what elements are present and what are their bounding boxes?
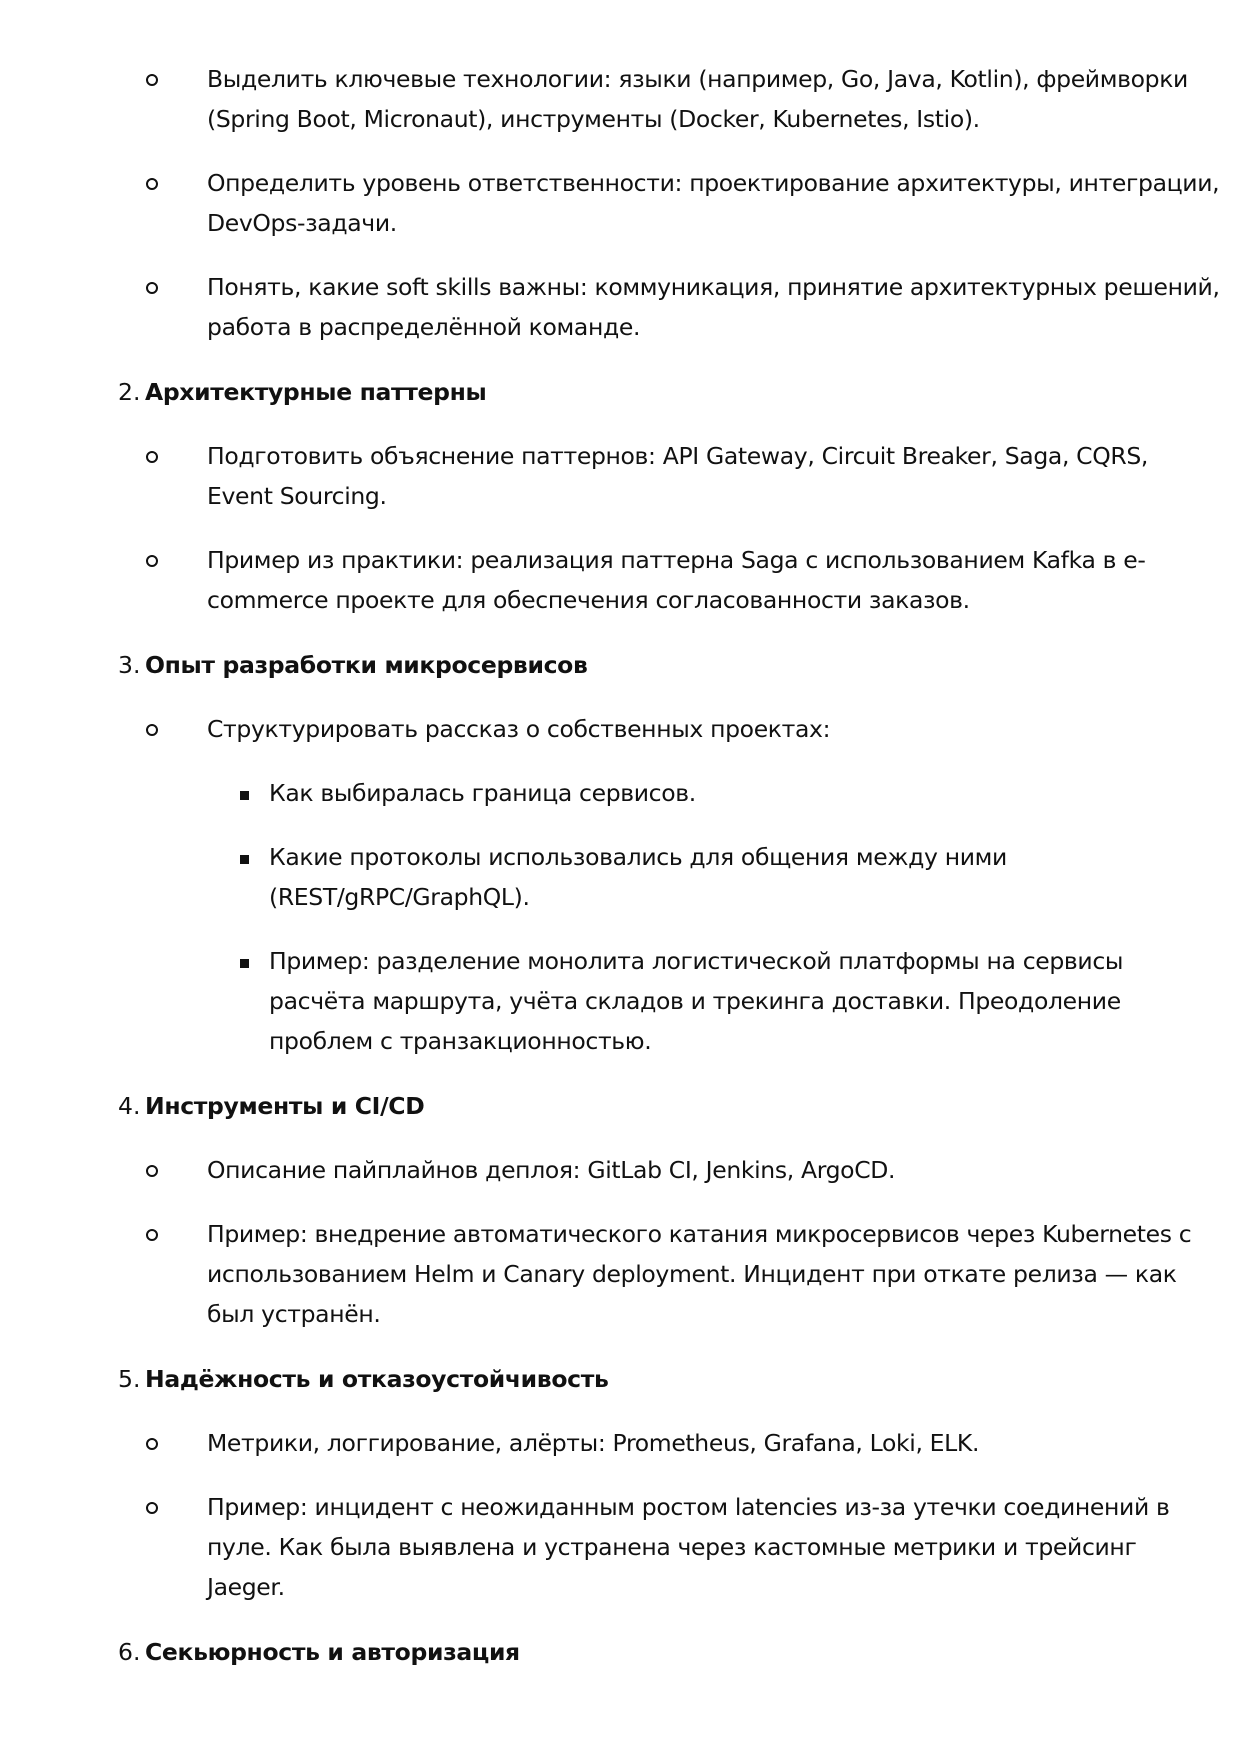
list-item-line: был устранён. <box>207 1300 381 1328</box>
circle-bullet-icon <box>146 1438 158 1450</box>
list-item-line: Структурировать рассказ о собственных проектах: <box>207 715 831 743</box>
list-item-line: Описание пайплайнов деплоя: GitLab CI, Jenkins, ArgoCD. <box>207 1156 896 1184</box>
list-item-line: Пример: инцидент с неожиданным ростом latencies из-за утечки соединений в <box>207 1493 1170 1521</box>
list-item-line: Jaeger. <box>207 1573 285 1601</box>
list-item-line: (Spring Boot, Micronaut), инструменты (Docker, Kubernetes, Istio). <box>207 105 980 133</box>
square-bullet-icon <box>240 791 249 800</box>
section-number: 6. <box>118 1638 141 1666</box>
section-heading: Опыт разработки микросервисов <box>145 651 588 679</box>
section-heading: Инструменты и CI/CD <box>145 1092 425 1120</box>
circle-bullet-icon <box>146 1229 158 1241</box>
circle-bullet-icon <box>146 451 158 463</box>
circle-bullet-icon <box>146 555 158 567</box>
list-item-line: Подготовить объяснение паттернов: API Gateway, Circuit Breaker, Saga, CQRS, <box>207 442 1149 470</box>
sub-item-line: Как выбиралась граница сервисов. <box>269 779 696 807</box>
section-number: 4. <box>118 1092 141 1120</box>
sub-item-line: (REST/gRPC/GraphQL). <box>269 883 530 911</box>
list-item-line: Event Sourcing. <box>207 482 387 510</box>
list-item-line: Выделить ключевые технологии: языки (например, Go, Java, Kotlin), фреймворки <box>207 65 1188 93</box>
list-item-line: commerce проекте для обеспечения согласованности заказов. <box>207 586 970 614</box>
square-bullet-icon <box>240 855 249 864</box>
sub-item-line: проблем с транзакционностью. <box>269 1027 652 1055</box>
circle-bullet-icon <box>146 74 158 86</box>
circle-bullet-icon <box>146 1165 158 1177</box>
section-heading: Архитектурные паттерны <box>145 378 487 406</box>
section-number: 5. <box>118 1365 141 1393</box>
circle-bullet-icon <box>146 178 158 190</box>
section-number: 3. <box>118 651 141 679</box>
list-item-line: работа в распределённой команде. <box>207 313 641 341</box>
section-heading: Секьюрность и авторизация <box>145 1638 520 1666</box>
list-item-line: Пример: внедрение автоматического катания микросервисов через Kubernetes с <box>207 1220 1192 1248</box>
sub-item-line: Какие протоколы использовались для общения между ними <box>269 843 1007 871</box>
circle-bullet-icon <box>146 724 158 736</box>
circle-bullet-icon <box>146 282 158 294</box>
list-item-line: Определить уровень ответственности: проектирование архитектуры, интеграции, <box>207 169 1220 197</box>
square-bullet-icon <box>240 959 249 968</box>
sub-item-line: Пример: разделение монолита логистической платформы на сервисы <box>269 947 1124 975</box>
list-item-line: Пример из практики: реализация паттерна Saga с использованием Kafka в e- <box>207 546 1146 574</box>
list-item-line: использованием Helm и Canary deployment. Инцидент при откате релиза — как <box>207 1260 1177 1288</box>
list-item-line: пуле. Как была выявлена и устранена через кастомные метрики и трейсинг <box>207 1533 1137 1561</box>
sub-item-line: расчёта маршрута, учёта складов и трекинга доставки. Преодоление <box>269 987 1121 1015</box>
list-item-line: Метрики, логгирование, алёрты: Prometheus, Grafana, Loki, ELK. <box>207 1429 980 1457</box>
circle-bullet-icon <box>146 1502 158 1514</box>
section-number: 2. <box>118 378 141 406</box>
list-item-line: DevOps-задачи. <box>207 209 397 237</box>
list-item-line: Понять, какие soft skills важны: коммуникация, принятие архитектурных решений, <box>207 273 1220 301</box>
section-heading: Надёжность и отказоустойчивость <box>145 1365 609 1393</box>
